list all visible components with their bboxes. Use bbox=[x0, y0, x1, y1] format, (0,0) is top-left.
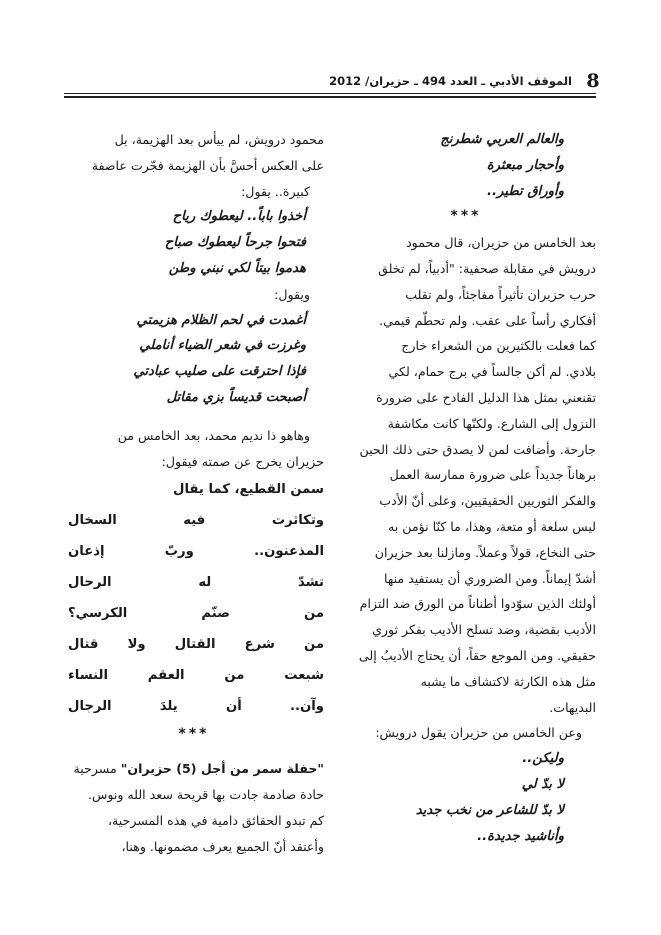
poem-darwish-1 bbox=[64, 204, 324, 281]
text-line: أشدّ إيماناً. ومن الضروري أن يستفيد منها bbox=[383, 570, 596, 586]
paragraph-defeat bbox=[64, 127, 324, 204]
poem-intro bbox=[336, 127, 596, 204]
poem-line: وآن.. أن يلدَ الرجال bbox=[68, 699, 324, 715]
text-line: محمود درويش، لم ييأس بعد الهزيمة، بل bbox=[114, 132, 324, 147]
text-line: حرب حزيران تأثيراً مفاجئاً، ولم تقلب bbox=[405, 286, 596, 302]
poem-line: المذعنون.. وربّ إذعان bbox=[68, 544, 324, 560]
text-line: وأعتقد أنّ الجميع يعرف مضمونها. وهنا، bbox=[121, 838, 324, 854]
text-line: والفكر الثوريين الحقيقيين، وعلى أنّ الأدب bbox=[379, 493, 596, 509]
play-title: "حفلة سمر من أجل (5) حزيران" bbox=[120, 761, 324, 777]
poem-line: فتحوا جرحاً ليعطوك صباح bbox=[164, 235, 306, 251]
poem-nadim bbox=[64, 474, 324, 722]
page-number: 8 bbox=[586, 70, 600, 92]
poem-line: لا بدّ للشاعر من نخب جديد bbox=[415, 802, 564, 818]
text-line: أولئك الذين سوّدوا أطناناً من الورق ضد التزام bbox=[359, 596, 596, 612]
text-line: بعد الخامس من حزيران، قال محمود bbox=[406, 235, 596, 251]
text-line: كما فعلت بالكثيرين من الشعراء خارج bbox=[401, 338, 596, 354]
poem-line: من شرع القتال ولا قتال bbox=[68, 637, 324, 653]
poem-line: فإذا احترقت على صليب عبادتي bbox=[133, 364, 306, 380]
text-line: وهاهو ذا نديم محمد، بعد الخامس من bbox=[117, 427, 310, 443]
paragraph-wannous bbox=[64, 756, 324, 859]
text-line: أفكاري رأساً على عقب. ولم تحطّم قيمي. bbox=[379, 312, 596, 328]
poem-darwish-2 bbox=[64, 308, 324, 411]
text-line: تقنعني بمثل هذا الدليل الفادح على ضرورة bbox=[376, 389, 596, 405]
paragraph-darwish-interview bbox=[336, 230, 596, 720]
header-divider bbox=[64, 93, 596, 94]
poem-line: وتكاثرت فيه السخال bbox=[68, 513, 324, 529]
header-divider-thick bbox=[64, 96, 596, 98]
poem-line: أخذوا باباً.. ليعطوك رياح bbox=[172, 209, 306, 225]
poem-line: تشدّ له الرحال bbox=[68, 575, 324, 591]
poem-line: سمن القطيع، كما يقال bbox=[173, 482, 324, 498]
text-line: جارحة. وأضافت لمن لا يصدق حتى ذلك الحين bbox=[359, 441, 596, 457]
text-line: حزيران يخرج عن صمته فيقول: bbox=[161, 453, 324, 469]
section-separator: *** bbox=[178, 726, 210, 743]
poem-line: أصبحت قديساً بزي مقاتل bbox=[166, 389, 306, 405]
text-line: مثل هذه الكارثة لاكتشاف ما يشبه bbox=[420, 673, 596, 689]
running-title: الموقف الأدبي ـ العدد 494 ـ حزيران/ 2012 bbox=[329, 74, 572, 88]
poem-line: وأناشيد جديدة.. bbox=[477, 828, 564, 844]
left-column bbox=[64, 127, 324, 859]
section-separator: *** bbox=[450, 208, 482, 225]
paragraph-darwish-quote-intro: وعن الخامس من حزيران يقول درويش: bbox=[375, 725, 582, 741]
text-line: ليس سلعة أو متعة، وهذا، ما كنّا نؤمن به bbox=[388, 518, 596, 534]
poem-line: وأوراق تطير.. bbox=[486, 183, 564, 199]
text-line: حادة صادمة جادت بها قريحة سعد الله ونوس. bbox=[87, 786, 324, 802]
text-line: حتى النخاع، قولاً وعملاً. ومازلنا بعد حزيران bbox=[374, 544, 596, 560]
text-fragment: مسرحية bbox=[73, 761, 117, 777]
right-column bbox=[336, 127, 596, 849]
poem-line: أغمدت في لحم الظلام هزيمتي bbox=[136, 312, 306, 328]
text-line: برهاناً جديداً على ضرورة ممارسة العمل bbox=[389, 467, 596, 483]
poem-line: والعالم العربي شطرنج bbox=[440, 132, 564, 147]
text-line: حقيقي. ومن الموجع حقاً، أن يحتاج الأديبُ إلى bbox=[358, 647, 596, 663]
text-line: كم تبدو الحقائق دامية في هذه المسرحية، bbox=[107, 812, 324, 828]
poem-line: من صنّم الكرسي؟ bbox=[68, 606, 324, 622]
poem-line: وغرزت في شعر الضياء أناملي bbox=[139, 338, 306, 354]
poem-line: وأحجار مبعثرة bbox=[486, 157, 564, 173]
text-line: الأديب بقضية، وضد تسلح الأديب بفكر ثوري bbox=[372, 622, 596, 638]
says-label: ويقول: bbox=[274, 286, 310, 302]
text-line: كبيرة.. يقول: bbox=[241, 183, 310, 199]
text-line: البديهات. bbox=[549, 699, 596, 715]
text-line: بلادي. لم أكن جالساً في برج حمام، لكي bbox=[388, 364, 596, 380]
text-line: النزول إلى الشارع. ولكنّها كانت مكاشفة bbox=[387, 415, 596, 431]
poem-end bbox=[336, 746, 596, 849]
poem-line: وليكن.. bbox=[522, 751, 564, 767]
text-line bbox=[64, 756, 324, 782]
text-line: درويش في مقابلة صحفية: "أدبياً، لم تخلق bbox=[378, 260, 596, 276]
text-line: على العكس أحسَّ بأن الهزيمة فجّرت عاصفة bbox=[91, 157, 324, 173]
poem-line: هدموا بيتاً لكي نبني وطن bbox=[168, 260, 306, 276]
poem-line: لا بدّ لي bbox=[521, 776, 564, 792]
poem-line: شبعت من العقم النساء bbox=[68, 668, 324, 684]
paragraph-nadim bbox=[64, 423, 324, 475]
